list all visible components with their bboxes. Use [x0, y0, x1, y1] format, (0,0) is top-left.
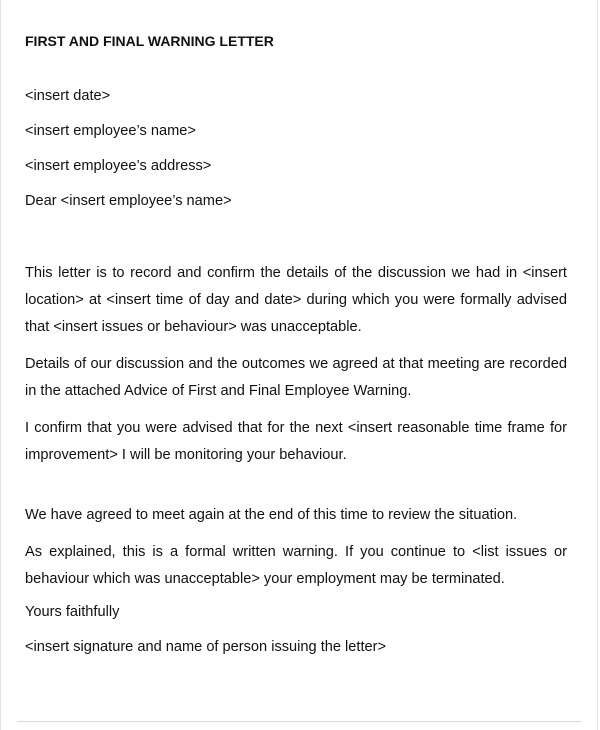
- spacer: [25, 227, 567, 260]
- spacer: [25, 469, 567, 502]
- spacer: [25, 529, 567, 539]
- paragraph-discussion: This letter is to record and confirm the details of the discussion we had in <insert location> at <insert time of day and date> during which you were formally advised that <insert issues or behaviour> was unacceptable.: [25, 265, 567, 335]
- employee-name-placeholder: <insert employee’s name>: [25, 123, 196, 139]
- letter-title: FIRST AND FINAL WARNING LETTER: [25, 33, 274, 49]
- paragraph-meet-again: We have agreed to meet again at the end of this time to review the situation.: [25, 507, 518, 523]
- paragraph-formal-warning: As explained, this is a formal written warning. If you continue to <list issues or behaviour which was unacceptable> your employment may be terminated.: [25, 544, 567, 587]
- salutation: Dear <insert employee’s name>: [25, 193, 232, 209]
- closing: Yours faithfully: [25, 604, 120, 620]
- paragraph-monitoring: I confirm that you were advised that for the next <insert reasonable time frame for improvement> I will be monitoring your behaviour.: [25, 420, 567, 463]
- page-bottom-rule: [17, 721, 581, 722]
- signature-placeholder: <insert signature and name of person issuing the letter>: [25, 639, 387, 655]
- spacer: [25, 593, 567, 603]
- paragraph-details: Details of our discussion and the outcomes we agreed at that meeting are recorded in the attached Advice of First and Final Employee Warning.: [25, 356, 567, 399]
- letter-body: [25, 33, 567, 673]
- date-placeholder: <insert date>: [25, 88, 111, 104]
- spacer: [25, 405, 567, 415]
- employee-address-placeholder: <insert employee’s address>: [25, 158, 212, 174]
- spacer: [25, 341, 567, 351]
